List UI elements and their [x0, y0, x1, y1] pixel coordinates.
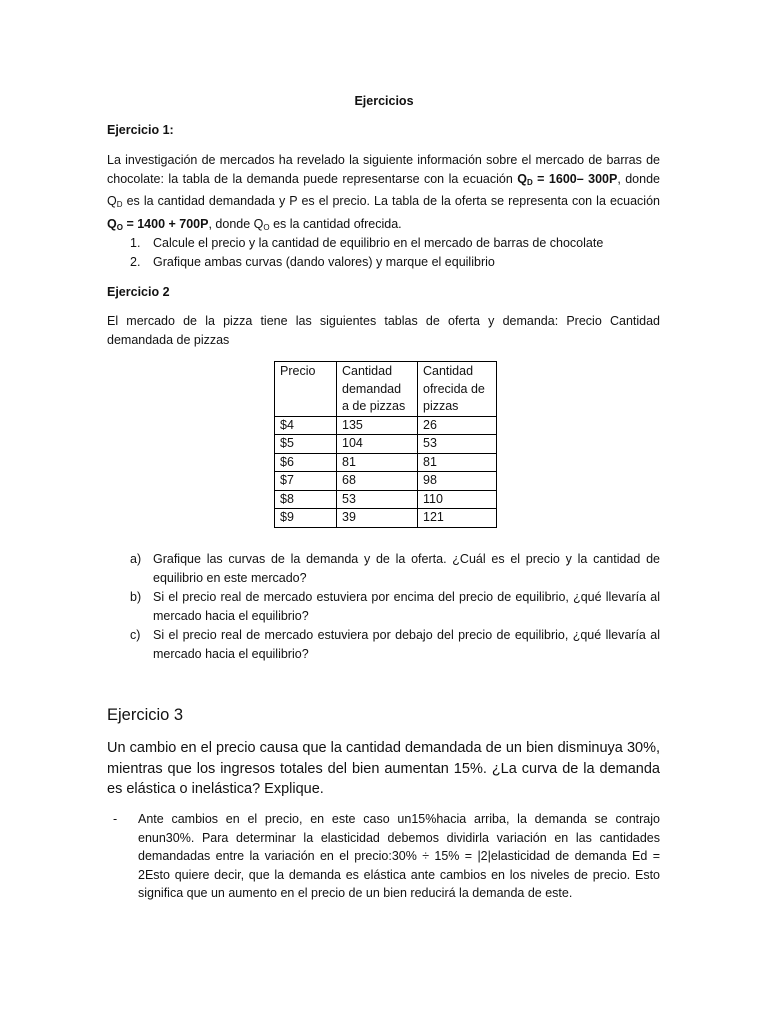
ejercicio-2-intro: El mercado de la pizza tiene las siguientes tablas de oferta y demanda: Precio Cantidad demandada de pizzas: [107, 314, 660, 347]
list-item: [107, 253, 660, 272]
header-cell: Cantidad demandad a de pizzas: [337, 362, 418, 417]
ejercicio-3-answer: [107, 810, 660, 903]
answer-text: Ante cambios en el precio, en este caso un15%hacia arriba, la demanda se contrajo enun30%. Para determinar la elasticidad debemos dividirla variación en las cantidades demandadas entre la variación en el precio:30% ÷ 15% = |2|elasticidad de demanda Ed = 2Esto quiere decir, que la demanda es elástica ante cambios en los niveles de precio. Esto significa que un aumento en el precio de un bien reducirá la demanda de este.: [138, 812, 660, 900]
table-cell: 98: [418, 472, 497, 491]
dash-bullet: -: [113, 812, 118, 826]
text-fragment: es la cantidad ofrecida.: [269, 216, 402, 231]
ejercicio-3-paragraph: Un cambio en el precio causa que la cantidad demandada de un bien disminuya 30%, mientras que los ingresos totales del bien aumentan 15%. ¿La curva de la demanda es elástica o inelástica? Explique.: [107, 740, 660, 797]
list-text: Si el precio real de mercado estuviera por encima del precio de equilibrio, ¿qué llevaría al mercado hacia el equilibrio?: [153, 590, 660, 623]
ejercicio-2-questions: [107, 550, 660, 664]
table-row: [275, 435, 497, 454]
header-cell: Cantidad ofrecida de pizzas: [418, 362, 497, 417]
list-item: [107, 234, 660, 253]
table-header-row: [275, 362, 497, 417]
table-cell: 81: [418, 453, 497, 472]
table-cell: 135: [337, 416, 418, 435]
list-item: [107, 810, 660, 903]
ejercicio-3-heading: Ejercicio 3: [107, 706, 184, 724]
ejercicio-1-list: [107, 234, 660, 272]
text-fragment: , donde: [617, 171, 660, 186]
list-number: 2.: [130, 255, 141, 269]
list-item: [107, 588, 660, 626]
list-item: [107, 626, 660, 664]
list-text: Si el precio real de mercado estuviera por debajo del precio de equilibrio, ¿qué llevaría al mercado hacia el equilibrio?: [153, 628, 660, 661]
table-cell: $7: [275, 472, 337, 491]
table-row: [275, 416, 497, 435]
table-cell: 39: [337, 509, 418, 528]
table-cell: 53: [337, 490, 418, 509]
page-title: Ejercicios: [354, 94, 414, 108]
supply-demand-table: [274, 361, 497, 528]
table-cell: $9: [275, 509, 337, 528]
text-fragment: , donde: [208, 216, 254, 231]
list-item: [107, 550, 660, 588]
supply-equation: $Q_O = 1400 + 700P$: [107, 216, 209, 232]
table-cell: 53: [418, 435, 497, 454]
table-cell: $4: [275, 416, 337, 435]
table-cell: 121: [418, 509, 497, 528]
table-cell: $8: [275, 490, 337, 509]
table-cell: 68: [337, 472, 418, 491]
qo-symbol: $Q_O$: [253, 216, 270, 232]
table-cell: 81: [337, 453, 418, 472]
table-row: [275, 509, 497, 528]
table-cell: 110: [418, 490, 497, 509]
list-text: Grafique las curvas de la demanda y de la oferta. ¿Cuál es el precio y la cantidad de equilibrio en este mercado?: [153, 552, 660, 585]
demand-equation: $Q_D = 1600-$ 300P: [517, 171, 618, 187]
table-row: [275, 453, 497, 472]
ejercicio-1-heading: Ejercicio 1:: [107, 123, 174, 137]
qd-symbol: $Q_D$: [107, 194, 123, 209]
ejercicio-1-paragraph: [107, 151, 660, 237]
table-cell: 26: [418, 416, 497, 435]
list-number: 1.: [130, 236, 141, 250]
text-fragment: es la cantidad demandada y P es el precio. La tabla de la oferta se representa con la ecuación: [122, 194, 660, 208]
list-label: a): [130, 552, 142, 566]
ejercicio-2-heading: Ejercicio 2: [107, 285, 170, 299]
list-label: c): [130, 628, 141, 642]
list-text: Calcule el precio y la cantidad de equilibrio en el mercado de barras de chocolate: [153, 236, 604, 250]
list-label: b): [130, 590, 142, 604]
table-cell: $6: [275, 453, 337, 472]
header-cell: Precio: [275, 362, 337, 417]
text-fragment: La investigación de mercados ha revelado la siguiente información sobre el mercado de barras de chocolate: la tabla de la demanda puede representarse con la ecuación: [107, 153, 660, 186]
table-row: [275, 490, 497, 509]
table-cell: 104: [337, 435, 418, 454]
table-row: [275, 472, 497, 491]
table-cell: $5: [275, 435, 337, 454]
list-text: Grafique ambas curvas (dando valores) y marque el equilibrio: [153, 255, 495, 269]
